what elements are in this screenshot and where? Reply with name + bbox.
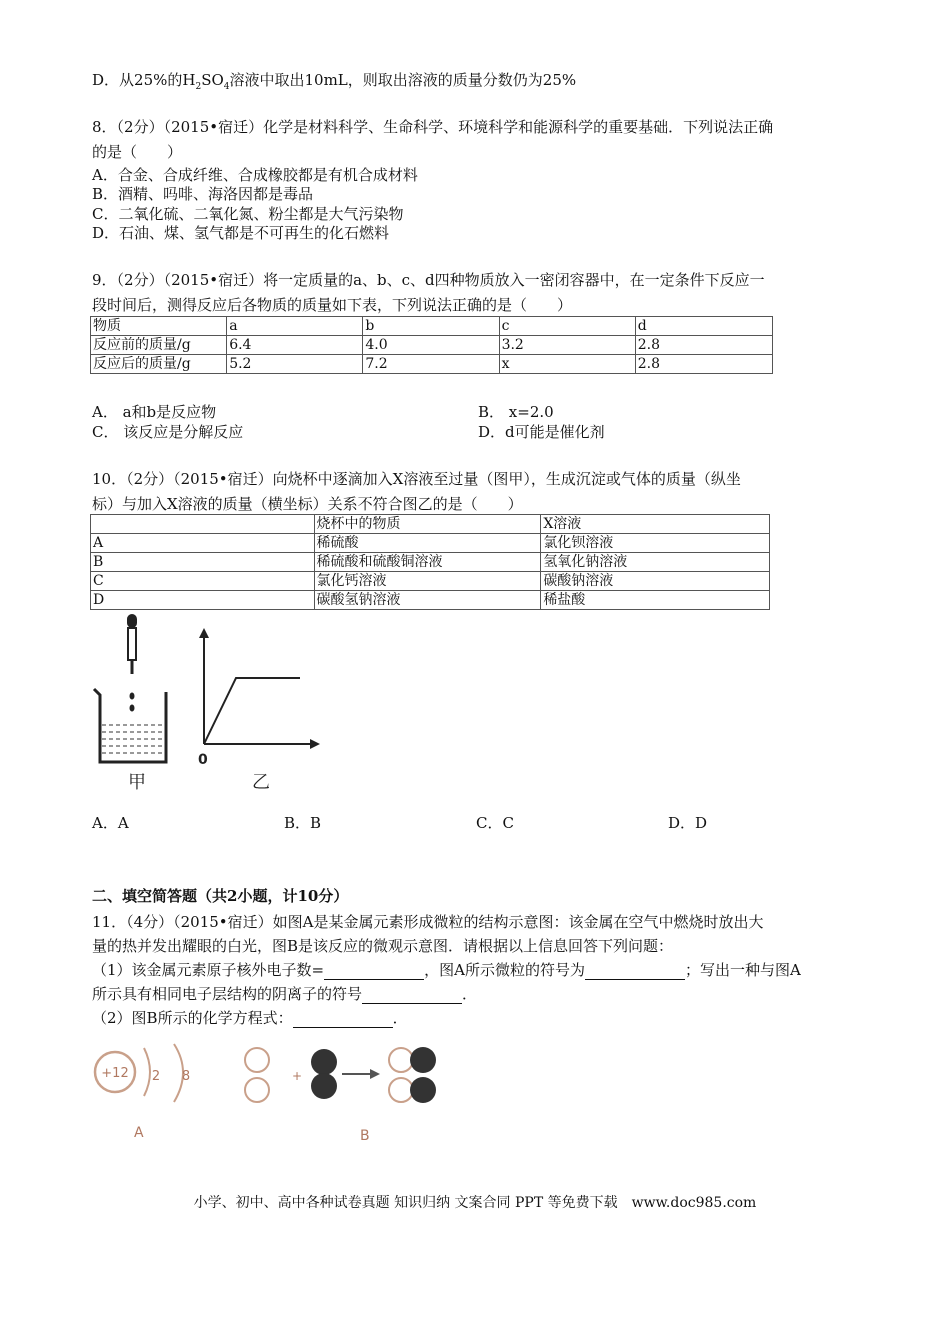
table-cell: c: [499, 317, 635, 336]
table-cell: A: [91, 534, 315, 553]
table-cell: 氯化钙溶液: [314, 572, 541, 591]
figure-label-yi: 乙: [252, 772, 270, 793]
table-row: [91, 572, 770, 591]
q7-option-d-text: D．从25%的H: [92, 71, 196, 89]
table-row: [91, 515, 770, 534]
atom-dark: [410, 1047, 436, 1073]
table-row: [91, 591, 770, 610]
q8-option-c[interactable]: C．二氧化硫、二氧化氮、粉尘都是大气污染物: [92, 205, 404, 223]
table-cell: 氯化钡溶液: [541, 534, 770, 553]
shell-2-count: 8: [181, 1069, 191, 1084]
table-cell: C: [91, 572, 315, 591]
table-cell: B: [91, 553, 315, 572]
droplet-icon: [130, 693, 135, 712]
answer-blank-electrons[interactable]: [324, 963, 424, 980]
section-2-heading: 二、填空简答题（共2小题，计10分）: [92, 887, 349, 905]
q10-figure: [90, 612, 320, 797]
page-footer: 小学、初中、高中各种试卷真题 知识归纳 文案合同 PPT 等免费下载 www.doc985.com: [193, 1195, 757, 1211]
table-cell: 烧杯中的物质: [314, 515, 541, 534]
q10-option-d[interactable]: D．D: [668, 814, 708, 832]
q11-sub2-text: （2）图B所示的化学方程式：: [92, 1009, 293, 1027]
graph-yi: [199, 628, 320, 749]
q9-mass-table: [90, 316, 773, 374]
table-row: [91, 355, 773, 374]
q11-sub1-text: 所示具有相同电子层结构的阴离子的符号: [92, 985, 363, 1003]
q9-option-c[interactable]: C． 该反应是分解反应: [92, 423, 244, 441]
formula-part: SO: [201, 71, 224, 89]
table-row: [91, 553, 770, 572]
table-row: [91, 534, 770, 553]
table-cell: 稀盐酸: [541, 591, 770, 610]
table-cell: 4.0: [363, 336, 499, 355]
q11-stem-line2: 量的热并发出耀眼的白光，图B是该反应的微观示意图．请根据以上信息回答下列问题：: [92, 937, 674, 955]
dropper-icon: [127, 614, 137, 674]
q10-stem-line2: 标）与加入X溶液的质量（横坐标）关系不符合图乙的是（ ）: [92, 495, 523, 513]
q11-sub2: [92, 1008, 408, 1028]
q11-sub1-line1: [92, 960, 801, 980]
q10-option-c[interactable]: C．C: [476, 814, 514, 832]
q7-option-d: [92, 70, 576, 97]
shell-1-count: 2: [151, 1069, 161, 1084]
q10-option-b[interactable]: B．B: [284, 814, 322, 832]
q10-stem-line1: 10．（2分）（2015•宿迁）向烧杯中逐滴加入X溶液至过量（图甲），生成沉淀或气体的质量（纵坐: [92, 470, 741, 488]
table-cell: 物质: [91, 317, 227, 336]
table-cell: b: [363, 317, 499, 336]
atom-white: [389, 1048, 413, 1072]
table-cell: 碳酸氢钠溶液: [314, 591, 541, 610]
q8-option-b[interactable]: B．酒精、吗啡、海洛因都是毒品: [92, 185, 314, 203]
figure-label-a: A: [134, 1125, 144, 1141]
table-cell: a: [227, 317, 363, 336]
q8-option-a[interactable]: A．合金、合成纤维、合成橡胶都是有机合成材料: [92, 166, 418, 184]
figure-label-b: B: [360, 1128, 370, 1144]
table-cell: D: [91, 591, 315, 610]
q9-option-d[interactable]: D．d可能是催化剂: [478, 423, 605, 441]
table-cell: d: [635, 317, 772, 336]
table-cell: x: [499, 355, 635, 374]
q11-figure-a: [90, 1040, 210, 1145]
beaker-icon: [94, 689, 166, 762]
q9-stem-line2: 段时间后，测得反应后各物质的质量如下表，下列说法正确的是（ ）: [92, 296, 573, 314]
atom-white: [245, 1078, 269, 1102]
table-cell: 稀硫酸和硫酸铜溶液: [314, 553, 541, 572]
table-cell: 碳酸钠溶液: [541, 572, 770, 591]
q11-stem-line1: 11．（4分）（2015•宿迁）如图A是某金属元素形成微粒的结构示意图：该金属在空气中燃烧时放出大: [92, 913, 764, 931]
q11-sub1-text: ；写出一种与图A: [684, 961, 801, 979]
q11-sub1-text: ，图A所示微粒的符号为: [424, 961, 585, 979]
q11-sub1-line2: [92, 984, 477, 1004]
nucleus-charge: +12: [101, 1066, 129, 1081]
q11-figure-b: [240, 1040, 450, 1150]
figure-label-jia: 甲: [128, 772, 146, 793]
answer-blank-particle-symbol[interactable]: [585, 963, 685, 980]
answer-blank-equation[interactable]: [293, 1011, 393, 1028]
table-cell: 2.8: [635, 355, 772, 374]
q10-table: [90, 514, 770, 610]
table-cell: 反应前的质量/g: [91, 336, 227, 355]
electron-shell-1: [144, 1048, 150, 1096]
atom-white: [245, 1048, 269, 1072]
subscript: 2: [195, 82, 202, 92]
table-cell: 5.2: [227, 355, 363, 374]
atom-dark: [311, 1073, 337, 1099]
table-cell: 6.4: [227, 336, 363, 355]
table-cell: [91, 515, 315, 534]
table-cell: X溶液: [541, 515, 770, 534]
plus-sign: +: [292, 1069, 303, 1083]
atom-white: [389, 1078, 413, 1102]
punctuation: ．: [462, 985, 478, 1003]
q8-stem-line2: 的是（ ）: [92, 143, 183, 161]
table-row: [91, 317, 773, 336]
answer-blank-anion-symbol[interactable]: [362, 987, 462, 1004]
table-cell: 氢氧化钠溶液: [541, 553, 770, 572]
atom-dark: [410, 1077, 436, 1103]
atom-dark: [311, 1049, 337, 1075]
table-cell: 7.2: [363, 355, 499, 374]
punctuation: ．: [392, 1009, 408, 1027]
q9-stem-line1: 9．（2分）（2015•宿迁）将一定质量的a、b、c、d四种物质放入一密闭容器中，在一定条件下反应一: [92, 271, 765, 289]
graph-origin-label: 0: [198, 752, 208, 768]
q11-sub1-text: （1）该金属元素原子核外电子数=: [92, 961, 325, 979]
q7-option-d-text-tail: 溶液中取出10mL，则取出溶液的质量分数仍为25%: [229, 71, 577, 89]
table-cell: 2.8: [635, 336, 772, 355]
table-row: [91, 336, 773, 355]
arrow-head-icon: [370, 1069, 380, 1079]
q9-option-b[interactable]: B． x=2.0: [478, 403, 554, 421]
q8-option-d[interactable]: D．石油、煤、氢气都是不可再生的化石燃料: [92, 224, 390, 242]
table-cell: 稀硫酸: [314, 534, 541, 553]
subscript: 4: [223, 82, 230, 92]
table-cell: 反应后的质量/g: [91, 355, 227, 374]
q9-option-a[interactable]: A． a和b是反应物: [92, 403, 217, 421]
q8-stem-line1: 8．（2分）（2015•宿迁）化学是材料科学、生命科学、环境科学和能源科学的重要基础．下列说法正确: [92, 118, 774, 136]
table-cell: 3.2: [499, 336, 635, 355]
q10-option-a[interactable]: A．A: [92, 814, 129, 832]
